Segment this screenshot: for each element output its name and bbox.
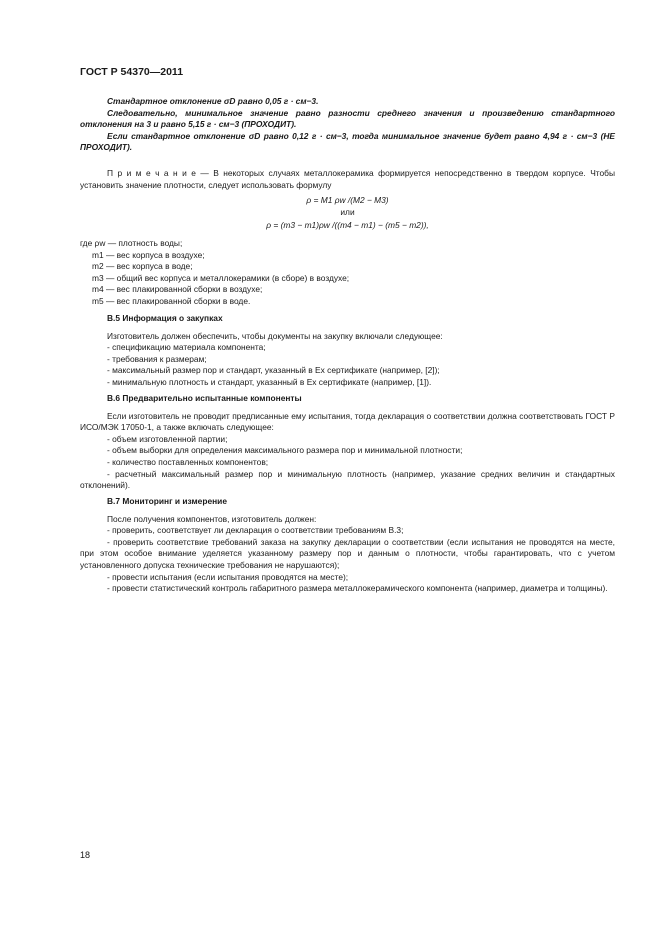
section-b6: [80, 393, 615, 492]
legend-item: m4 — вес плакированной сборки в воздухе;: [92, 284, 263, 295]
list-item: - минимальную плотность и стандарт, указанный в Ex сертификате (например, [1]).: [107, 376, 432, 387]
section-b6-title: В.6 Предварительно испытанные компоненты: [107, 393, 302, 403]
note-block: [80, 168, 615, 232]
list-item: - расчетный максимальный размер пор и минимальную плотность (например, указание средних величин и стандартных отклонений).: [80, 468, 615, 491]
paragraph-conclusion-1: Следовательно, минимальное значение равно разности среднего значения и произведению стандартного отклонения на 3 и равно 5,15 г · см−3 (ПРОХОДИТ).: [80, 107, 615, 130]
section-b5-intro: Изготовитель должен обеспечить, чтобы документы на закупку включали следующее:: [107, 330, 443, 341]
formula-or: или: [340, 206, 355, 217]
section-b5-title: В.5 Информация о закупках: [107, 313, 223, 323]
list-item: - требования к размерам;: [107, 353, 207, 364]
list-item: - проверить соответствие требований заказа на закупку декларации о соответствии (если испытания не проводятся на месте, при этом особое внимание уделяется указанному размеру пор и данным о плотности, чтобы гарантировать, что с учетом установленного допуска технические требования не нарушаются);: [80, 536, 615, 570]
section-b7-title: В.7 Мониторинг и измерение: [107, 496, 227, 506]
section-b7-intro: После получения компонентов, изготовитель должен:: [107, 513, 317, 524]
list-item: - максимальный размер пор и стандарт, указанный в Ex сертификате (например, [2]);: [107, 365, 440, 376]
formula-2: ρ = (m3 − m1)ρw /((m4 − m1) − (m5 − m2)),: [266, 220, 429, 231]
legend-block: [80, 238, 615, 308]
page-number: 18: [80, 850, 91, 860]
list-item: - провести испытания (если испытания проводятся на месте);: [107, 571, 349, 582]
section-b6-intro: Если изготовитель не проводит предписанные ему испытания, тогда декларация о соответствии должна соответствовать ГОСТ Р ИСО/МЭК 17050-1, а также включать следующее:: [80, 410, 615, 433]
section-b5: [80, 313, 615, 389]
paragraph-sigma-2: Если стандартное отклонение σD равно 0,12 г · см−3, тогда минимальное значение будет равно 4,94 г · см−3 (НЕ ПРОХОДИТ).: [80, 130, 615, 153]
list-item: - объем выборки для определения максимального размера пор и минимальной плотности;: [107, 445, 463, 456]
legend-item: m1 — вес корпуса в воздухе;: [92, 249, 205, 260]
list-item: - спецификацию материала компонента;: [107, 342, 266, 353]
list-item: - провести статистический контроль габаритного размера металлокерамического компонента (например, диаметра и толщины).: [107, 583, 608, 594]
list-item: - объем изготовленной партии;: [107, 433, 228, 444]
legend-item: m3 — общий вес корпуса и металлокерамики (в сборе) в воздухе;: [92, 272, 350, 283]
legend-item: где ρw — плотность воды;: [80, 238, 183, 248]
list-item: - проверить, соответствует ли декларация о соответствии требованиям В.3;: [107, 525, 404, 536]
legend-item: m5 — вес плакированной сборки в воде.: [92, 295, 251, 306]
document-header: ГОСТ Р 54370—2011: [80, 66, 184, 78]
list-item: - количество поставленных компонентов;: [107, 456, 269, 467]
note-text: П р и м е ч а н и е — В некоторых случаях металлокерамика формируется непосредственно в твердом корпусе. Чтобы установить значение плотности, следует использовать формулу: [80, 168, 615, 190]
formula-1: ρ = M1 ρw /(M2 − M3): [306, 195, 389, 206]
calc-block: [80, 96, 615, 154]
paragraph-sigma-1: Стандартное отклонение σD равно 0,05 г · см−3.: [107, 96, 319, 106]
legend-item: m2 — вес корпуса в воде;: [92, 261, 193, 272]
section-b7: [80, 496, 615, 595]
